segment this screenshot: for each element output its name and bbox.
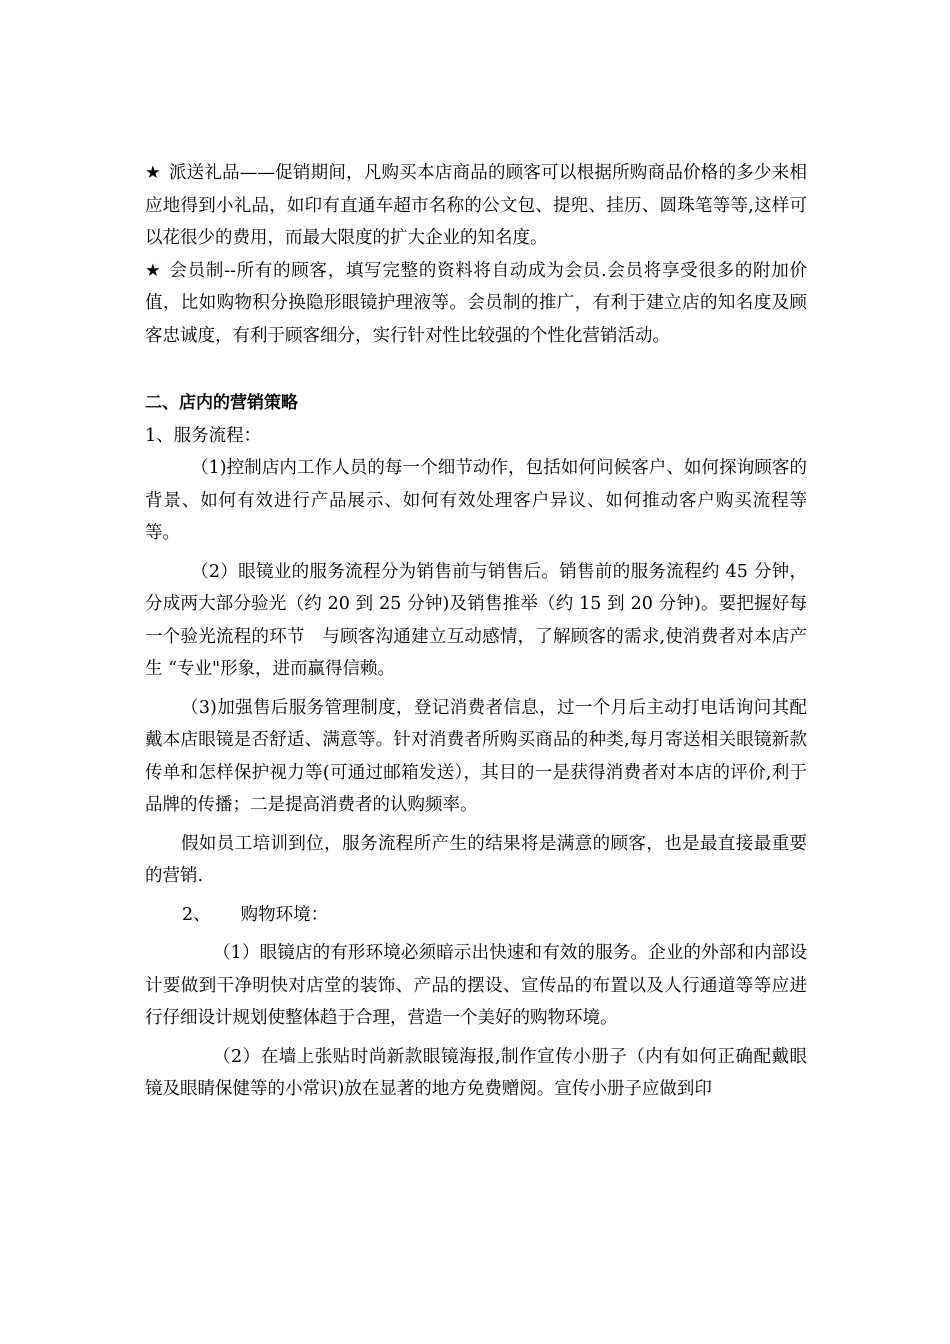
environment-item-2: （2）在墙上张贴时尚新款眼镜海报,制作宣传小册子（内有如何正确配戴眼镜及眼睛保健等的小常识)放在显著的地方免费赠阅。宣传小册子应做到印 — [145, 1046, 807, 1099]
section-spacer — [145, 352, 807, 385]
bullet-membership — [145, 255, 807, 353]
service-item-1: （1)控制店内工作人员的每一个细节动作，包括如何问候客户、如何探询顾客的背景、如何有效进行产品展示、如何有效处理客户异议、如何推动客户购买流程等等。 — [145, 458, 807, 543]
document-body — [145, 157, 807, 1106]
service-item-2: （2）眼镜业的服务流程分为销售前与销售后。销售前的服务流程约 45 分钟，分成两大部分验光（约 20 到 25 分钟)及销售推举（约 15 到 20 分钟)。要把握好每一个验光流程的环节 与顾客沟通建立互动感情，了解顾客的需求,使消费者对本店产生 “专业"形象，进而赢得信赖。 — [145, 561, 807, 679]
bullet-gift-text: 派送礼品——促销期间，凡购买本店商品的顾客可以根据所购商品价格的多少来相应地得到小礼品，如印有直通车超市名称的公文包、提兜、挂历、圆珠笔等等,这样可以花很少的费用，而最大限度的扩大企业的知名度。 — [145, 163, 807, 248]
environment-item-1: （1）眼镜店的有形环境必须暗示出快速和有效的服务。企业的外部和内部设计要做到干净明快对店堂的装饰、产品的摆设、宣传品的布置以及人行通道等等应进行仔细设计规划使整体趋于合理，营造一个美好的购物环境。 — [145, 943, 807, 1028]
star-icon: ★ — [145, 260, 162, 281]
subsection-environment-title — [145, 899, 807, 932]
service-item-3: （3)加强售后服务管理制度，登记消费者信息，过一个月后主动打电话询问其配戴本店眼镜是否舒适、满意等。针对消费者所购买商品的种类,每月寄送相关眼镜新款传单和怎样保护视力等(可通过邮箱发送），其目的一是获得消费者对本店的评价,利于品牌的传播；二是提高消费者的认购频率。 — [145, 697, 807, 815]
subsection-service-title: 1、服务流程： — [145, 425, 262, 446]
subsection-number: 2、 — [182, 904, 211, 925]
bullet-gift-promotion — [145, 157, 807, 255]
bullet-membership-text: 会员制--所有的顾客，填写完整的资料将自动成为会员.会员将享受很多的附加价值，比如购物积分换隐形眼镜护理液等。会员制的推广，有利于建立店的知名度及顾客忠诚度，有利于顾客细分，实行针对性比较强的个性化营销活动。 — [145, 260, 807, 346]
section-heading: 二、店内的营销策略 — [145, 393, 298, 413]
subsection-environment-label: 购物环境： — [240, 904, 329, 925]
service-summary: 假如员工培训到位，服务流程所产生的结果将是满意的顾客，也是最直接最重要的营销. — [145, 833, 807, 886]
star-icon: ★ — [145, 163, 161, 183]
